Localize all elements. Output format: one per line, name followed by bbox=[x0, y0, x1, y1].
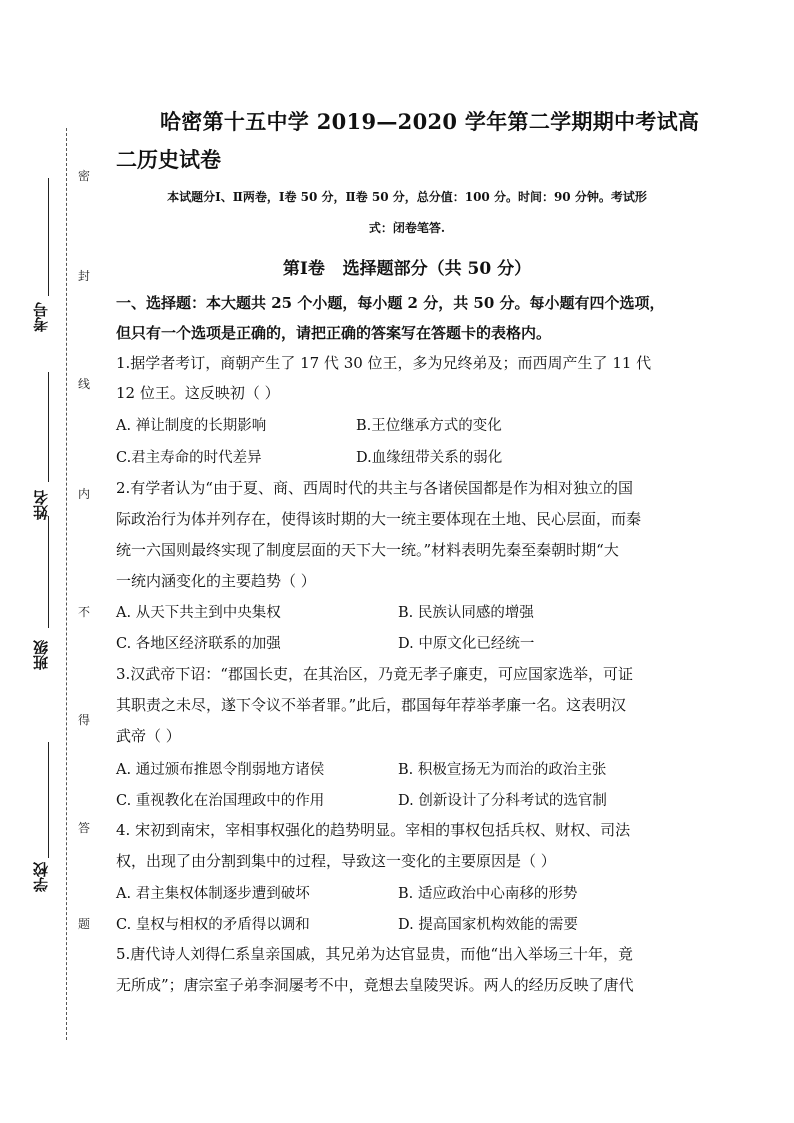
exam-title-line-2: 二历史试卷 bbox=[116, 147, 221, 172]
q1-line-2: 12 位王。这反映初（ ） bbox=[116, 384, 280, 402]
q2-option-d: D. 中原文化已经统一 bbox=[398, 636, 535, 652]
q4-line-1: 4. 宋初到南宋，宰相事权强化的趋势明显。宰相的事权包括兵权、财权、司法 bbox=[116, 821, 631, 839]
school-label: 学校 bbox=[32, 862, 50, 892]
section-title: 第Ⅰ卷 选择题部分（共 50 分） bbox=[282, 259, 532, 279]
q3-option-a: A. 通过颁布推恩令削弱地方诸侯 bbox=[116, 762, 325, 778]
exam-note-line-1: 本试题分Ⅰ、Ⅱ两卷，Ⅰ卷 50 分，Ⅱ卷 50 分，总分值：100 分。时间：90 分钟。考试形 bbox=[167, 190, 647, 204]
q3-option-d: D. 创新设计了分科考试的选官制 bbox=[398, 793, 607, 809]
q5-line-1: 5.唐代诗人刘得仁系皇亲国戚，其兄弟为达官显贵，而他“出入举场三十年，竟 bbox=[116, 945, 633, 963]
seal-char-6: 得 bbox=[78, 713, 91, 727]
q1-option-a: A. 禅让制度的长期影响 bbox=[116, 418, 267, 434]
q5-line-2: 无所成”；唐宗室子弟李洞屡考不中，竟想去皇陵哭诉。两人的经历反映了唐代 bbox=[116, 976, 634, 994]
seal-char-8: 题 bbox=[78, 917, 91, 931]
class-underline bbox=[48, 516, 49, 628]
q4-option-a: A. 君主集权体制逐步遭到破坏 bbox=[116, 886, 310, 902]
q3-line-2: 其职责之未尽，遂下令议不举者罪。”此后，郡国每年荐举孝廉一名。这表明汉 bbox=[116, 696, 627, 714]
q2-option-c: C. 各地区经济联系的加强 bbox=[116, 636, 281, 652]
q1-option-c: C.君主寿命的时代差异 bbox=[116, 450, 262, 466]
q2-line-3: 统一六国则最终实现了制度层面的天下大一统。”材料表明先秦至秦朝时期“大 bbox=[116, 541, 619, 559]
binding-dashed-line bbox=[66, 128, 67, 1040]
seal-char-5: 不 bbox=[78, 605, 91, 619]
class-label: 班级 bbox=[32, 640, 50, 670]
name-label: 姓名 bbox=[32, 490, 50, 520]
instructions-line-1: 一、选择题：本大题共 25 个小题，每小题 2 分，共 50 分。每小题有四个选项， bbox=[116, 294, 665, 312]
q2-line-1: 2.有学者认为“由于夏、商、西周时代的共主与各诸侯国都是作为相对独立的国 bbox=[116, 479, 633, 497]
q2-line-4: 一统内涵变化的主要趋势（ ） bbox=[116, 572, 316, 590]
q4-line-2: 权，出现了由分割到集中的过程，导致这一变化的主要原因是（ ） bbox=[116, 852, 556, 870]
q3-option-c: C. 重视教化在治国理政中的作用 bbox=[116, 793, 325, 809]
seal-char-7: 答 bbox=[78, 821, 91, 835]
exam-note-line-2: 式：闭卷笔答. bbox=[368, 221, 446, 235]
q1-option-d: D.血缘纽带关系的弱化 bbox=[356, 450, 503, 466]
name-underline bbox=[48, 372, 49, 482]
q3-option-b: B. 积极宣扬无为而治的政治主张 bbox=[398, 762, 607, 778]
q3-line-3: 武帝（ ） bbox=[116, 727, 181, 745]
exam-number-underline bbox=[48, 178, 49, 296]
q1-option-b: B.王位继承方式的变化 bbox=[356, 418, 502, 434]
seal-char-4: 内 bbox=[78, 487, 91, 501]
q4-option-b: B. 适应政治中心南移的形势 bbox=[398, 886, 578, 902]
instructions-line-2: 但只有一个选项是正确的，请把正确的答案写在答题卡的表格内。 bbox=[116, 324, 552, 342]
exam-number-label: 考号 bbox=[32, 302, 50, 332]
q2-option-a: A. 从天下共主到中央集权 bbox=[116, 605, 281, 621]
q2-line-2: 际政治行为体并列存在，使得该时期的大一统主要体现在土地、民心层面，而秦 bbox=[116, 510, 642, 528]
q2-option-b: B. 民族认同感的增强 bbox=[398, 605, 534, 621]
seal-char-1: 密 bbox=[78, 169, 91, 183]
q4-option-d: D. 提高国家机构效能的需要 bbox=[398, 917, 578, 933]
q1-line-1: 1.据学者考订，商朝产生了 17 代 30 位王，多为兄终弟及；而西周产生了 11 代 bbox=[116, 354, 652, 372]
q4-option-c: C. 皇权与相权的矛盾得以调和 bbox=[116, 917, 310, 933]
seal-char-2: 封 bbox=[78, 269, 91, 283]
school-underline bbox=[48, 742, 49, 858]
exam-title-line-1: 哈密第十五中学 2019—2020 学年第二学期期中考试高 bbox=[160, 109, 700, 134]
seal-char-3: 线 bbox=[78, 377, 91, 391]
q3-line-1: 3.汉武帝下诏：“郡国长吏，在其治区，乃竟无孝子廉吏，可应国家选举，可证 bbox=[116, 665, 633, 683]
